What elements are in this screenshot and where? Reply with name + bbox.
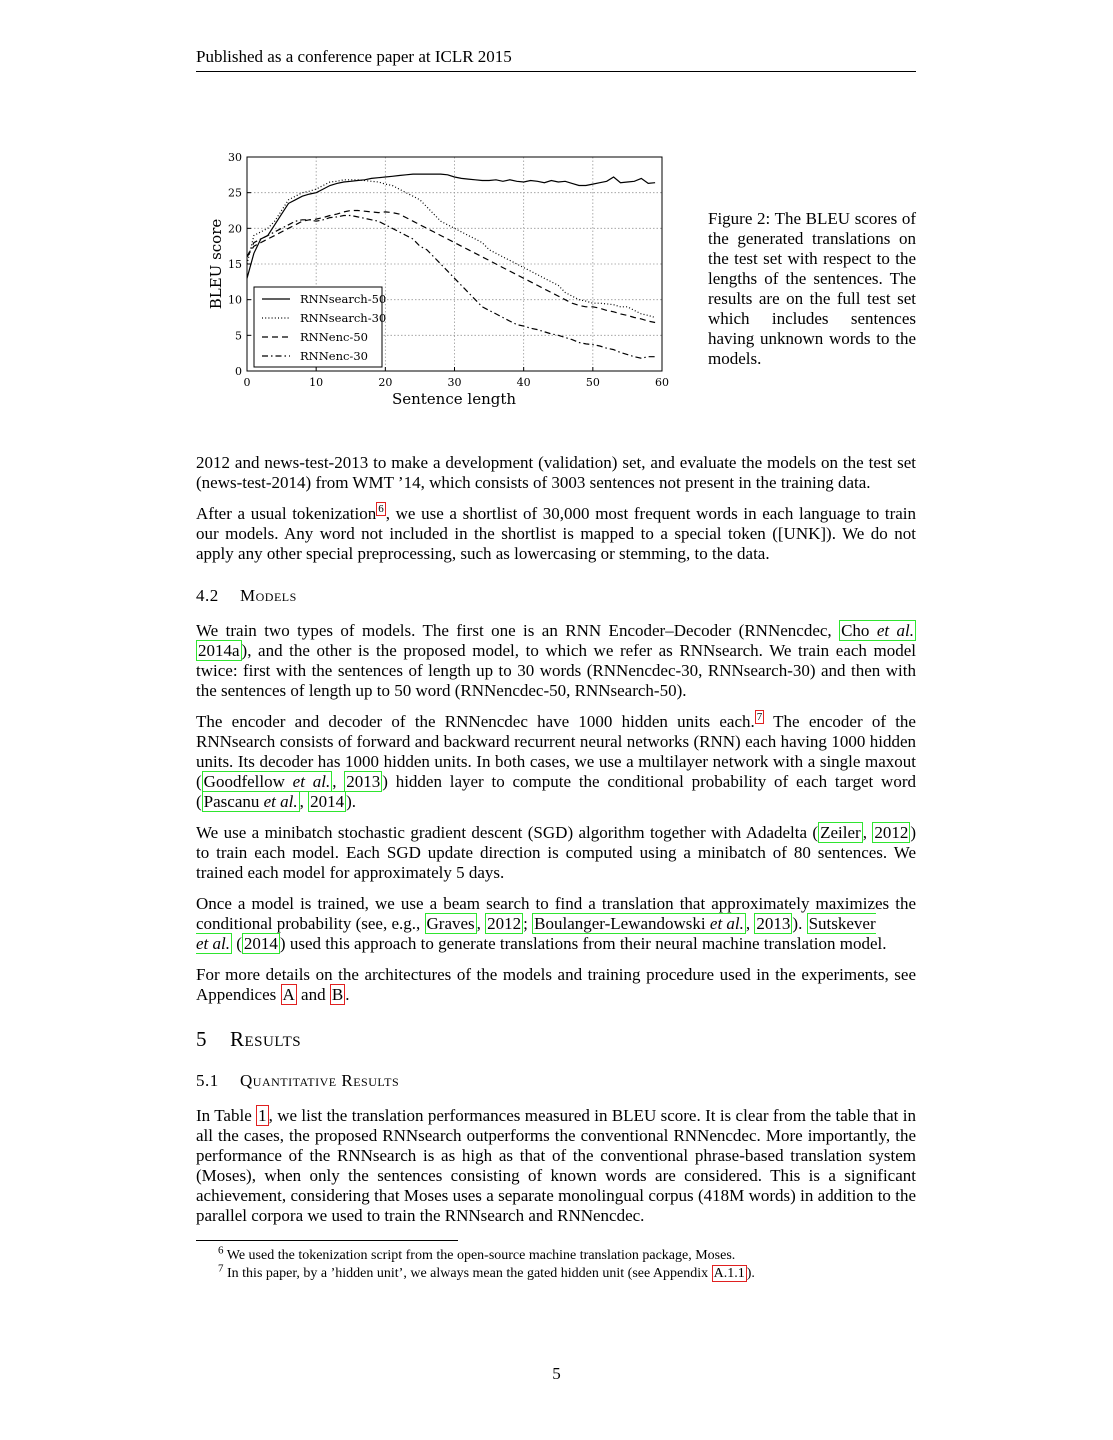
appendix-ref-a[interactable]: A [282, 985, 295, 1004]
citation-pascanu[interactable] [202, 791, 300, 812]
section-number: 4.2 [196, 586, 219, 605]
text: We use a minibatch stochastic gradient descent (SGD) algorithm together with Adadelta ( [196, 823, 819, 842]
paragraph-appendices [196, 965, 916, 1005]
citation-graves-year[interactable]: 2012 [487, 914, 522, 933]
y-tick-label: 5 [235, 329, 242, 343]
series-line-rnnsearch-50 [247, 174, 655, 278]
legend-label: RNNenc-50 [300, 330, 368, 344]
paragraph-results [196, 1106, 916, 1226]
cite-etal: et al. [263, 792, 298, 811]
text: For more details on the architectures of the models and training procedure used in the experiments, see Appendices [196, 965, 916, 1004]
x-tick-label: 60 [655, 376, 669, 389]
y-axis-label: BLEU score [207, 218, 225, 310]
legend-label: RNNsearch-50 [300, 292, 387, 306]
paragraph-tokenization [196, 504, 916, 564]
cite-name: Cho [841, 621, 877, 640]
cite-etal: et al. [292, 772, 331, 791]
bleu-vs-length-chart [196, 140, 686, 415]
appendix-ref-b[interactable]: B [331, 985, 344, 1004]
citation-pascanu-year[interactable]: 2014 [310, 792, 345, 811]
citation-zeiler-year[interactable]: 2012 [874, 823, 909, 842]
x-tick-label: 50 [585, 376, 600, 389]
section-heading-5-1 [196, 1071, 916, 1091]
section-title: Results [230, 1027, 302, 1051]
text: , we list the translation performances measured in BLEU score. It is clear from the table that in all the cases, the proposed RNNsearch outperforms the conventional RNNencdec. More importantly, the performance of the RNNsearch is as high as that of the conventional phrase-based translation system (Moses), when only the sentences consisting of known words are considered. This is a significant achievement, considering that Moses uses a separate monolingual corpus (418M words) in addition to the parallel corpora we used to train the RNNsearch and RNNencdec. [196, 1106, 916, 1225]
citation-graves[interactable]: Graves [426, 914, 475, 933]
footnote-text: In this paper, by a ’hidden unit’, we always mean the gated hidden unit (see Appendix [223, 1266, 712, 1281]
page-number: 5 [552, 1364, 561, 1383]
cite-name: Goodfellow [203, 772, 293, 791]
cite-etal: et al. [196, 934, 230, 953]
text: After a usual tokenization [196, 504, 377, 523]
citation-sutskever-year[interactable]: 2014 [243, 934, 278, 953]
citation-goodfellow-year[interactable]: 2013 [346, 772, 381, 791]
citation-boulanger-year[interactable]: 2013 [756, 914, 791, 933]
text: The encoder and decoder of the RNNencdec have 1000 hidden units each. [196, 712, 755, 731]
figure-caption: Figure 2: The BLEU scores of the generated translations on the test set with respect to the lengths of the sentences. The results are on the full test set which includes sentences having unknown words to the models. [708, 209, 916, 368]
cite-etal: et al. [709, 914, 744, 933]
citation-goodfellow[interactable] [202, 771, 333, 792]
x-tick-label: 40 [516, 376, 531, 389]
citation-zeiler[interactable]: Zeiler [820, 823, 861, 842]
footnote-7 [196, 1262, 916, 1283]
footnote-ref-6[interactable]: 6 [378, 503, 384, 516]
paragraph-architecture: The encoder and decoder of the RNNencdec have 1000 hidden units each. $^7$ The encoder of the RNNsearch consists of forward and backward recurrent neural networks (RNN) each having 1000 hidden units. Its decoder has 1000 hidden units. In both cases, we use a multilayer network with a single maxout ( Goodfellow et al. , 2013 ) hidden layer to compute the conditional probability of each target word ( Pascanu et al. , 2014 ). [196, 711, 916, 811]
text: ), and the other is the proposed model, to which we refer as RNNsearch. We train each model twice: first with the sentences of length up to 30 words (RNNencdec-30, RNNsearch-30) and then with the sentences of length up to 50 word (RNNencdec-50, RNNsearch-50). [196, 641, 916, 700]
chart-legend [254, 287, 386, 367]
appendix-ref-a-1-1[interactable]: A.1.1 [713, 1266, 745, 1281]
text: and [296, 985, 330, 1004]
paragraph-models [196, 621, 916, 701]
y-tick-label: 20 [228, 222, 242, 236]
text: . [345, 985, 350, 1004]
text: The encoder of the RNNsearch consists of forward and backward recurrent neural networks (RNN) each having 1000 hidden units. Its decoder has 1000 hidden units. In both cases, we use a multilayer network with a single maxout ( [196, 712, 916, 791]
paper-body [196, 453, 916, 1283]
text: Once a model is trained, we use a beam search to find a translation that approximately maximizes the conditional probability (see, e.g., [196, 894, 916, 933]
cite-etal: et al. [876, 621, 915, 640]
y-tick-label: 15 [228, 258, 242, 271]
text: ) hidden layer to compute the conditional probability of each target word ( [196, 772, 916, 811]
footnote-text: ). [746, 1266, 755, 1281]
footnote-6 [196, 1244, 916, 1265]
text: We train two types of models. The first one is an RNN Encoder–Decoder (RNNencdec, [196, 621, 840, 640]
text: In Table [196, 1106, 257, 1125]
cite-name: Boulanger-Lewandowski [534, 914, 710, 933]
section-number: 5 [196, 1027, 207, 1051]
x-axis-label: Sentence length [391, 390, 517, 408]
table-ref-1[interactable]: 1 [258, 1106, 267, 1125]
y-tick-label: 25 [228, 186, 242, 200]
citation-cho-year[interactable]: 2014a [198, 641, 240, 660]
x-tick-label: 0 [243, 376, 251, 389]
paragraph-beam-search: Once a model is trained, we use a beam search to find a translation that approximately maximizes the conditional probability (see, e.g., Graves , 2012 ; Boulanger-Lewandowski et al. , 2013 ). Sutskever et al. ( 2014 ) used this approach to generate translations from their neural machine translation model. [196, 894, 916, 953]
x-tick-label: 10 [309, 376, 324, 389]
x-tick-label: 30 [447, 376, 462, 389]
footnote-ref-7[interactable]: 7 [756, 711, 763, 724]
citation-cho[interactable] [839, 620, 916, 641]
footnote-number: 6 [218, 1244, 224, 1257]
y-tick-label: 0 [235, 365, 242, 378]
cite-name: Sutskever [808, 914, 876, 933]
y-tick-label: 30 [228, 151, 242, 164]
y-tick-label: 10 [228, 293, 242, 307]
x-tick-label: 20 [378, 376, 393, 389]
section-number: 5.1 [196, 1071, 219, 1090]
text: ). [792, 914, 807, 933]
citation-boulanger[interactable] [532, 913, 746, 934]
legend-label: RNNenc-30 [300, 349, 368, 363]
paragraph-training: We use a minibatch stochastic gradient descent (SGD) algorithm together with Adadelta ( Zeiler , 2012 ) to train each model. Each SGD update direction is computed using a minibatch of 80 sentences. We trained each model for approximately 5 days. [196, 823, 916, 882]
section-heading-4-2 [196, 586, 916, 606]
text: ) to train each model. Each SGD update direction is computed using a minibatch of 80 sentences. We trained each model for approximately 5 days. [196, 823, 916, 882]
running-header: Published as a conference paper at ICLR 2015 [196, 46, 916, 72]
text: ). [346, 792, 357, 811]
footnote-number: 7 [218, 1262, 224, 1275]
section-title: Quantitative Results [240, 1071, 400, 1090]
cite-name: Pascanu [203, 792, 264, 811]
section-title: Models [240, 586, 297, 605]
footnote-text: We used the tokenization script from the open-source machine translation package, Moses. [223, 1248, 736, 1263]
section-heading-5 [196, 1029, 916, 1049]
footnote-divider [196, 1240, 458, 1241]
text: ) used this approach to generate translations from their neural machine translation model. [279, 934, 887, 953]
paragraph-data-split: 2012 and news-test-2013 to make a development (validation) set, and evaluate the models on the test set (news-test-2014) from WMT ’14, which consists of 3003 sentences not present in the training data. [196, 453, 916, 492]
legend-label: RNNsearch-30 [300, 311, 387, 325]
text: , we use a shortlist of 30,000 most frequent words in each language to train our models. Any word not included in the shortlist is mapped to a special token ([UNK]). We do not apply any other special preprocessing, such as lowercasing or stemming, to the data. [196, 504, 917, 563]
